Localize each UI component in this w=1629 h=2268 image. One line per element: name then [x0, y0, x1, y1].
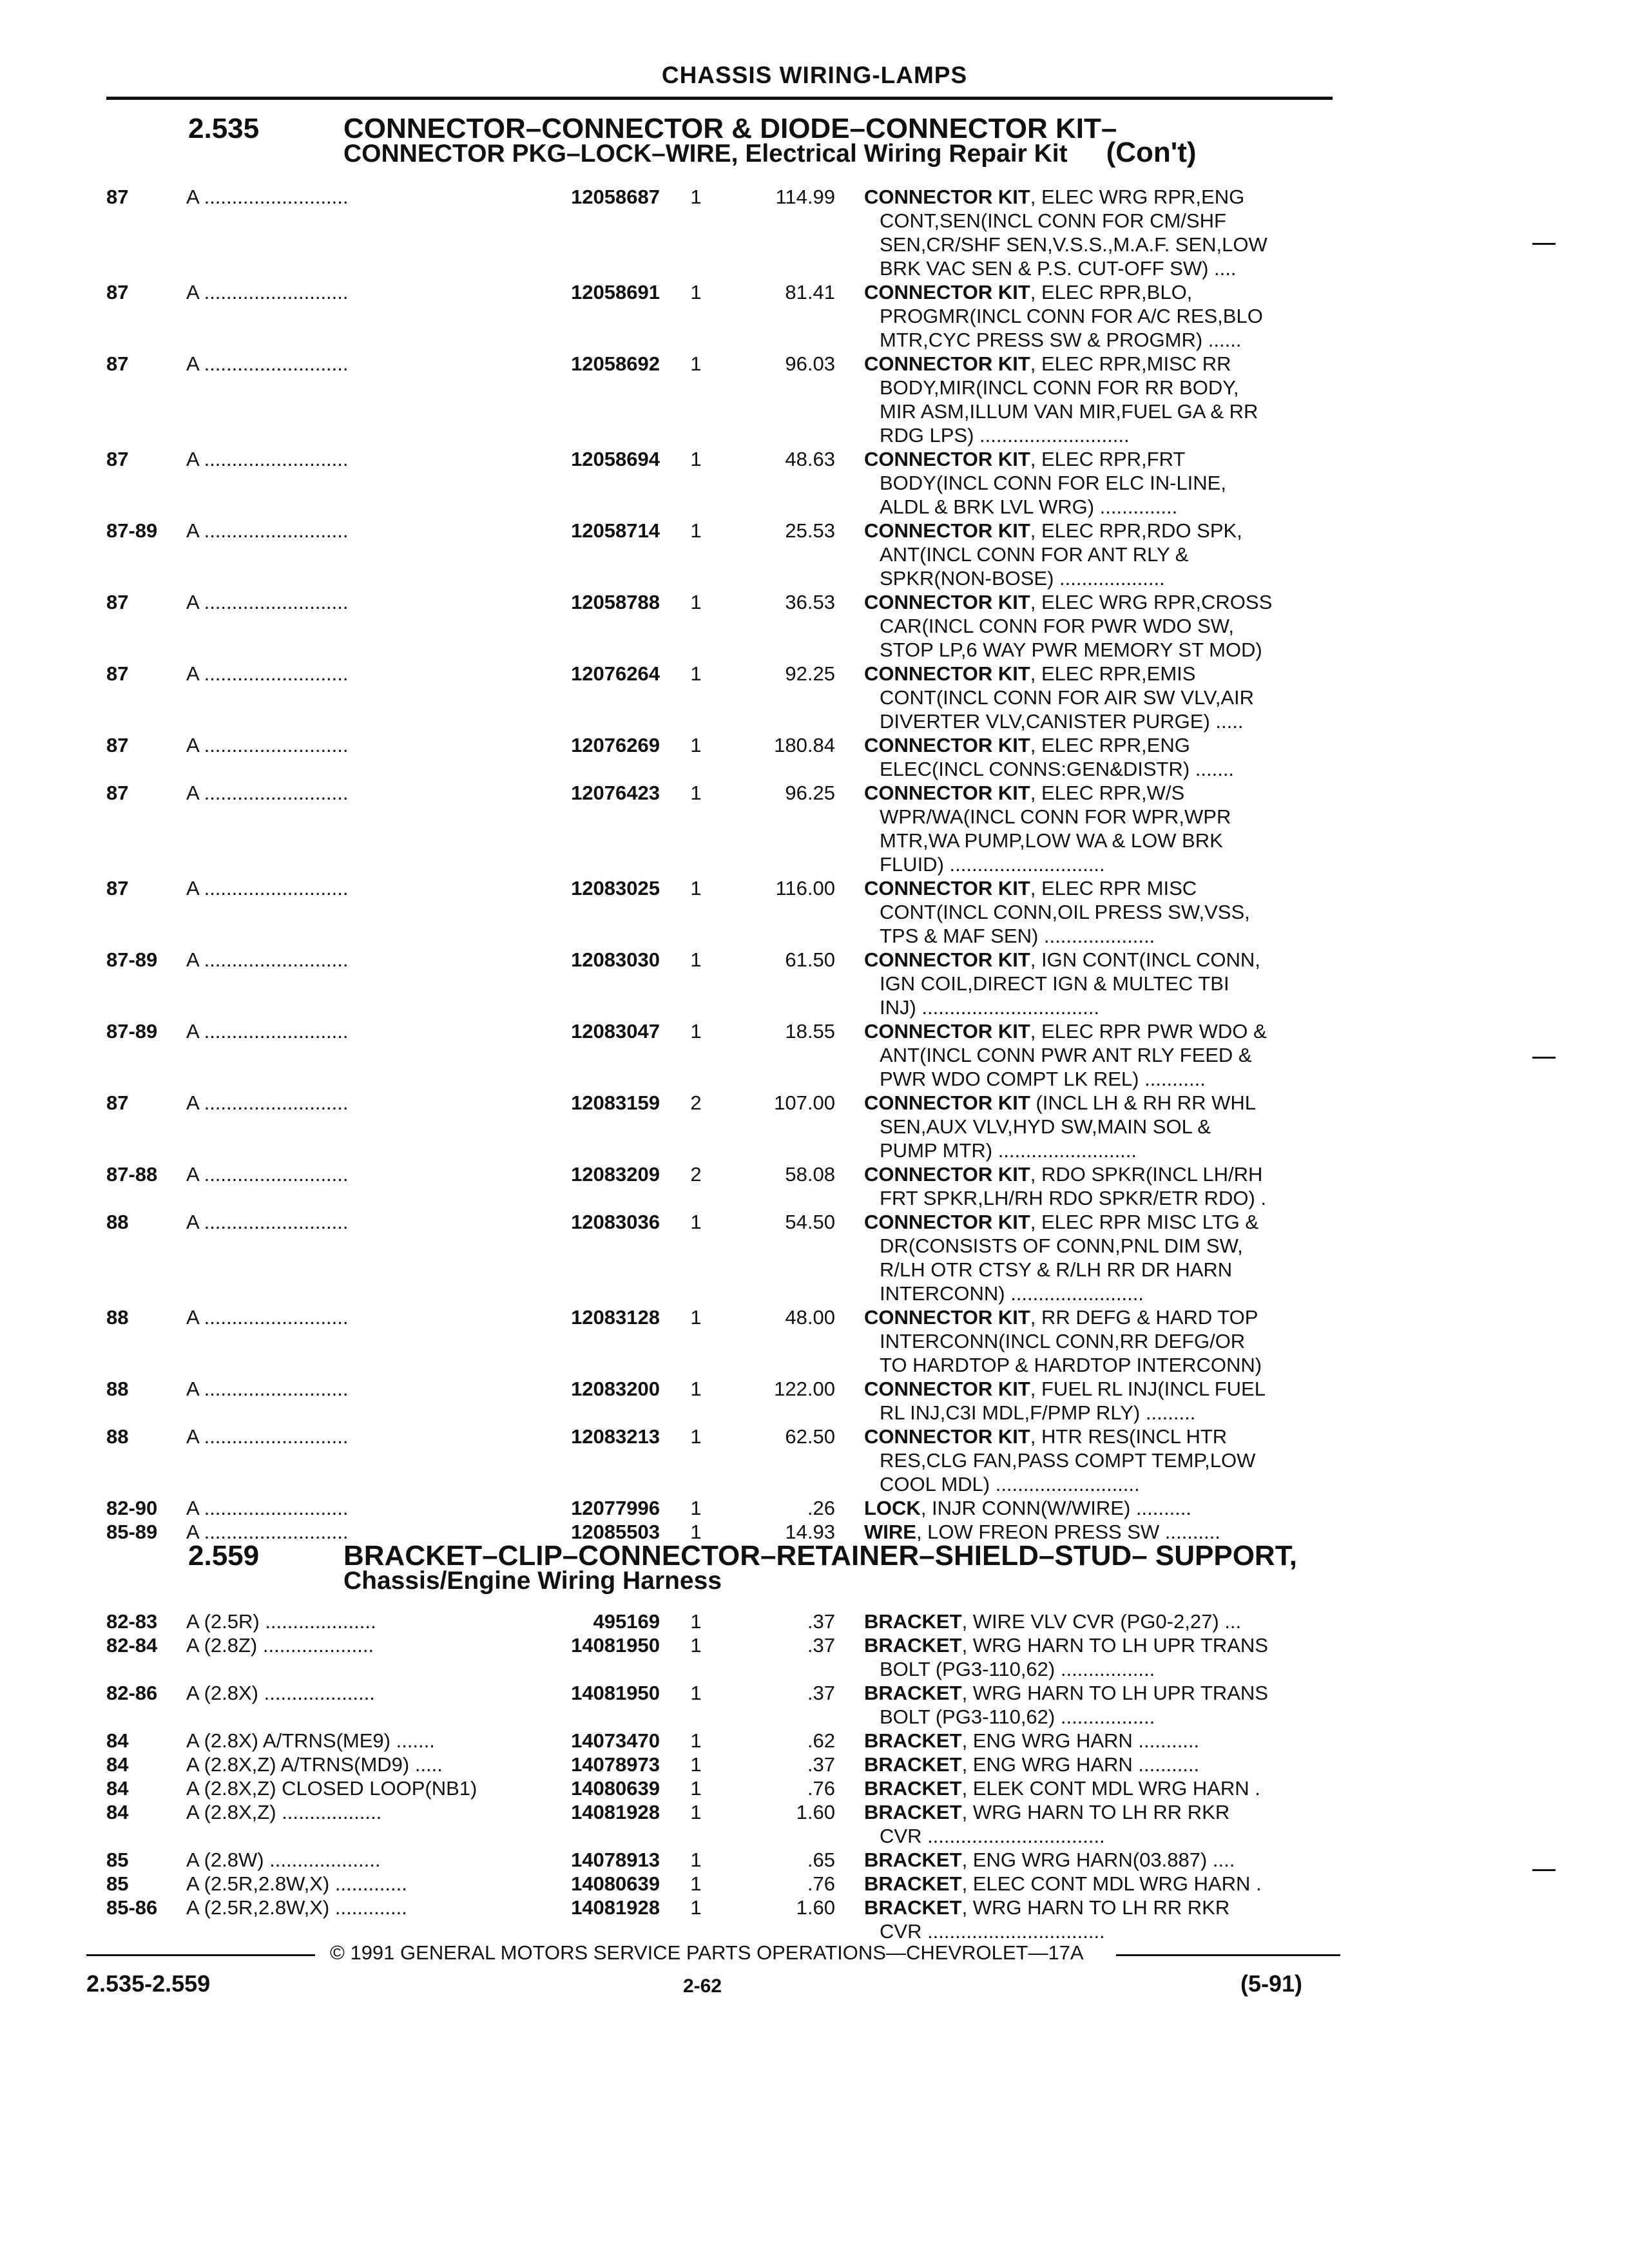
description-line: CONNECTOR KIT, ELEC RPR MISC [864, 877, 1197, 899]
quantity: 2 [690, 1091, 702, 1114]
description-line: INJ) ................................ [880, 996, 1100, 1019]
part-description [864, 948, 1328, 1019]
description-line: BRACKET, WRG HARN TO LH RR RKR [864, 1801, 1230, 1823]
price: .65 [807, 1849, 835, 1871]
footer-date: (5-91) [1240, 1970, 1303, 1997]
price: 48.00 [785, 1306, 835, 1329]
part-description [864, 590, 1328, 662]
description-line: CVR ................................ [880, 1920, 1105, 1943]
part-number: 12076269 [571, 734, 660, 756]
description-line: RL INJ,C3I MDL,F/PMP RLY) ......... [880, 1401, 1196, 1424]
model-year: 87 [106, 281, 129, 303]
part-number: 12083213 [571, 1425, 660, 1448]
part-description [864, 352, 1328, 447]
model-year: 84 [106, 1777, 129, 1800]
model-year: 84 [106, 1753, 129, 1776]
price: 1.60 [796, 1801, 835, 1823]
description-line: RES,CLG FAN,PASS COMPT TEMP,LOW [880, 1449, 1256, 1472]
quantity: 1 [690, 734, 702, 756]
price: 81.41 [785, 281, 835, 303]
price: 96.03 [785, 352, 835, 375]
description-line: CONNECTOR KIT, ELEC RPR,ENG [864, 734, 1190, 756]
footer-rule-right [1116, 1954, 1340, 1956]
section-number: 2.559 [188, 1540, 260, 1571]
description-line: SEN,CR/SHF SEN,V.S.S.,M.A.F. SEN,LOW [880, 233, 1268, 256]
usage-code: A (2.8X) A/TRNS(ME9) ....... [186, 1729, 435, 1752]
price: 14.93 [785, 1521, 835, 1543]
quantity: 1 [690, 1801, 702, 1823]
quantity: 1 [690, 1634, 702, 1657]
usage-code: A .......................... [186, 1163, 349, 1186]
quantity: 1 [690, 448, 702, 470]
price: .37 [807, 1610, 835, 1633]
part-description [864, 1305, 1328, 1377]
usage-code: A (2.5R,2.8W,X) ............. [186, 1872, 407, 1895]
usage-code: A (2.8W) .................... [186, 1849, 381, 1871]
description-line: CONT(INCL CONN FOR AIR SW VLV,AIR [880, 686, 1255, 709]
quantity: 1 [690, 1872, 702, 1895]
part-description [864, 1753, 1328, 1776]
footer-range: 2.535-2.559 [86, 1970, 211, 1997]
description-line: RDG LPS) ........................... [880, 424, 1130, 447]
description-line: CONT,SEN(INCL CONN FOR CM/SHF [880, 209, 1226, 232]
part-description [864, 1681, 1328, 1729]
continued-label: (Con't) [1106, 137, 1197, 168]
part-description [864, 185, 1328, 280]
description-line: CONNECTOR KIT, RDO SPKR(INCL LH/RH [864, 1163, 1263, 1186]
quantity: 1 [690, 948, 702, 971]
section-title-line1: CONNECTOR–CONNECTOR & DIODE–CONNECTOR KIT– [343, 113, 1117, 144]
part-number: 12058692 [571, 352, 660, 375]
section-title-line2: CONNECTOR PKG–LOCK–WIRE, Electrical Wiring Repair Kit (Con't) [343, 137, 1197, 168]
price: 54.50 [785, 1211, 835, 1233]
description-line: CONT(INCL CONN,OIL PRESS SW,VSS, [880, 901, 1250, 923]
usage-code: A (2.5R,2.8W,X) ............. [186, 1896, 407, 1919]
model-year: 88 [106, 1306, 129, 1329]
description-line: BRACKET, ENG WRG HARN ........... [864, 1729, 1200, 1752]
description-line: BRACKET, WRG HARN TO LH UPR TRANS [864, 1682, 1268, 1704]
quantity: 1 [690, 1521, 702, 1543]
price: 96.25 [785, 782, 835, 804]
description-line: COOL MDL) .......................... [880, 1473, 1140, 1495]
description-line: BRACKET, WRG HARN TO LH RR RKR [864, 1896, 1230, 1919]
price: .26 [807, 1497, 835, 1519]
price: 48.63 [785, 448, 835, 470]
description-line: ALDL & BRK LVL WRG) .............. [880, 495, 1178, 518]
model-year: 84 [106, 1729, 129, 1752]
description-line: MTR,CYC PRESS SW & PROGMR) ...... [880, 329, 1242, 351]
part-number: 12083200 [571, 1378, 660, 1400]
part-number: 12058694 [571, 448, 660, 470]
price: 58.08 [785, 1163, 835, 1186]
quantity: 1 [690, 877, 702, 899]
description-line: BRACKET, ELEK CONT MDL WRG HARN . [864, 1777, 1260, 1800]
usage-code: A (2.5R) .................... [186, 1610, 376, 1633]
usage-code: A (2.8X) .................... [186, 1682, 375, 1704]
part-description [864, 280, 1328, 352]
description-line: MTR,WA PUMP,LOW WA & LOW BRK [880, 829, 1223, 852]
price: 116.00 [775, 877, 835, 899]
model-year: 87 [106, 1091, 129, 1114]
model-year: 88 [106, 1425, 129, 1448]
price: .76 [807, 1872, 835, 1895]
part-description [864, 1633, 1328, 1681]
margin-tick [1532, 1057, 1556, 1059]
description-line: TPS & MAF SEN) .................... [880, 925, 1155, 947]
usage-code: A (2.8X,Z) A/TRNS(MD9) ..... [186, 1753, 443, 1776]
description-line: CONNECTOR KIT, ELEC RPR,FRT [864, 448, 1186, 470]
model-year: 82-86 [106, 1682, 158, 1704]
footer-rule-left [86, 1954, 315, 1956]
model-year: 87 [106, 662, 129, 685]
description-line: ANT(INCL CONN PWR ANT RLY FEED & [880, 1044, 1252, 1066]
part-description [864, 781, 1328, 876]
description-line: BODY,MIR(INCL CONN FOR RR BODY, [880, 376, 1239, 399]
description-line: CONNECTOR KIT, IGN CONT(INCL CONN, [864, 948, 1260, 971]
model-year: 87 [106, 186, 129, 208]
usage-code: A (2.8Z) .................... [186, 1634, 374, 1657]
usage-code: A .......................... [186, 734, 349, 756]
description-line: LOCK, INJR CONN(W/WIRE) .......... [864, 1497, 1192, 1519]
usage-code: A .......................... [186, 662, 349, 685]
description-line: ELEC(INCL CONNS:GEN&DISTR) ....... [880, 758, 1235, 780]
description-line: BRACKET, ENG WRG HARN(03.887) .... [864, 1849, 1235, 1871]
part-number: 12083128 [571, 1306, 660, 1329]
description-line: R/LH OTR CTSY & R/LH RR DR HARN [880, 1258, 1233, 1281]
description-line: TO HARDTOP & HARDTOP INTERCONN) [880, 1354, 1262, 1376]
quantity: 1 [690, 1425, 702, 1448]
usage-code: A .......................... [186, 352, 349, 375]
description-line: CONNECTOR KIT, ELEC WRG RPR,CROSS [864, 591, 1273, 613]
quantity: 1 [690, 782, 702, 804]
model-year: 87-89 [106, 519, 158, 542]
model-year: 82-83 [106, 1610, 158, 1633]
description-line: CONNECTOR KIT, ELEC RPR,RDO SPK, [864, 519, 1242, 542]
part-number: 14081928 [571, 1801, 660, 1823]
part-description [864, 1872, 1328, 1896]
price: 61.50 [785, 948, 835, 971]
description-line: CONNECTOR KIT, ELEC RPR,MISC RR [864, 352, 1231, 375]
usage-code: A .......................... [186, 591, 349, 613]
description-line: INTERCONN) ........................ [880, 1282, 1144, 1305]
part-number: 12085503 [571, 1521, 660, 1543]
description-line: CAR(INCL CONN FOR PWR WDO SW, [880, 615, 1234, 637]
part-description [864, 1496, 1328, 1520]
part-number: 495169 [593, 1610, 660, 1633]
usage-code: A .......................... [186, 1306, 349, 1329]
description-line: CONNECTOR KIT, ELEC RPR PWR WDO & [864, 1020, 1267, 1043]
margin-tick [1532, 243, 1556, 245]
page-header: CHASSIS WIRING-LAMPS [661, 62, 968, 88]
usage-code: A (2.8X,Z) .................. [186, 1801, 382, 1823]
price: 114.99 [775, 186, 835, 208]
part-number: 12077996 [571, 1497, 660, 1519]
description-line: CONNECTOR KIT, ELEC RPR,W/S [864, 782, 1185, 804]
usage-code: A .......................... [186, 1497, 349, 1519]
section-title-line2: Chassis/Engine Wiring Harness [343, 1567, 722, 1595]
description-line: CONNECTOR KIT, FUEL RL INJ(INCL FUEL [864, 1378, 1266, 1400]
model-year: 87 [106, 448, 129, 470]
quantity: 1 [690, 1306, 702, 1329]
price: .62 [807, 1729, 835, 1752]
part-description [864, 662, 1328, 733]
part-number: 12083159 [571, 1091, 660, 1114]
part-number: 14080639 [571, 1872, 660, 1895]
part-description [864, 1377, 1328, 1425]
description-line: BRACKET, ELEC CONT MDL WRG HARN . [864, 1872, 1262, 1895]
quantity: 2 [690, 1163, 702, 1186]
price: 107.00 [774, 1091, 835, 1114]
description-line: PWR WDO COMPT LK REL) ........... [880, 1068, 1206, 1090]
description-line: CONNECTOR KIT, ELEC RPR,EMIS [864, 662, 1196, 685]
part-number: 12058687 [571, 186, 660, 208]
quantity: 1 [690, 662, 702, 685]
usage-code: A .......................... [186, 186, 349, 208]
description-line: CONNECTOR KIT, RR DEFG & HARD TOP [864, 1306, 1258, 1329]
usage-code: A .......................... [186, 1020, 349, 1043]
description-line: FRT SPKR,LH/RH RDO SPKR/ETR RDO) . [880, 1187, 1266, 1209]
part-description [864, 1162, 1328, 1210]
quantity: 1 [690, 1682, 702, 1704]
part-description [864, 1610, 1328, 1633]
footer-page-number: 2-62 [683, 1975, 722, 1997]
quantity: 1 [690, 1610, 702, 1633]
quantity: 1 [690, 1753, 702, 1776]
part-number: 12058714 [571, 519, 660, 542]
model-year: 85-89 [106, 1521, 158, 1543]
usage-code: A .......................... [186, 1425, 349, 1448]
usage-code: A .......................... [186, 519, 349, 542]
quantity: 1 [690, 1729, 702, 1752]
description-line: BRK VAC SEN & P.S. CUT-OFF SW) .... [880, 257, 1237, 280]
part-number: 14078913 [571, 1849, 660, 1871]
part-number: 12076423 [571, 782, 660, 804]
footer-copyright: © 1991 GENERAL MOTORS SERVICE PARTS OPERATIONS—CHEVROLET—17A [330, 1941, 1084, 1964]
quantity: 1 [690, 1849, 702, 1871]
usage-code: A (2.8X,Z) CLOSED LOOP(NB1) [186, 1777, 477, 1800]
part-number: 14078973 [571, 1753, 660, 1776]
model-year: 87-89 [106, 948, 158, 971]
model-year: 88 [106, 1211, 129, 1233]
quantity: 1 [690, 186, 702, 208]
header-rule [106, 97, 1333, 100]
part-description [864, 1091, 1328, 1162]
description-line: ANT(INCL CONN FOR ANT RLY & [880, 543, 1189, 566]
model-year: 84 [106, 1801, 129, 1823]
description-line: BODY(INCL CONN FOR ELC IN-LINE, [880, 472, 1226, 494]
description-line: STOP LP,6 WAY PWR MEMORY ST MOD) [880, 639, 1262, 661]
quantity: 1 [690, 591, 702, 613]
usage-code: A .......................... [186, 448, 349, 470]
price: .37 [807, 1753, 835, 1776]
part-number: 14081950 [571, 1634, 660, 1657]
price: .37 [807, 1682, 835, 1704]
description-line: DR(CONSISTS OF CONN,PNL DIM SW, [880, 1235, 1243, 1257]
description-line: BRACKET, WRG HARN TO LH UPR TRANS [864, 1634, 1268, 1657]
part-number: 12083025 [571, 877, 660, 899]
model-year: 87 [106, 877, 129, 899]
part-number: 12083036 [571, 1211, 660, 1233]
description-line: WIRE, LOW FREON PRESS SW .......... [864, 1521, 1220, 1543]
quantity: 1 [690, 1777, 702, 1800]
price: 62.50 [785, 1425, 835, 1448]
part-number: 12083047 [571, 1020, 660, 1043]
margin-tick [1532, 1869, 1556, 1871]
part-number: 14073470 [571, 1729, 660, 1752]
description-line: CONNECTOR KIT, HTR RES(INCL HTR [864, 1425, 1228, 1448]
description-line: SEN,AUX VLV,HYD SW,MAIN SOL & [880, 1115, 1211, 1138]
part-description [864, 447, 1328, 519]
model-year: 87 [106, 734, 129, 756]
section-title-line1: BRACKET–CLIP–CONNECTOR–RETAINER–SHIELD–STUD– SUPPORT, [343, 1540, 1297, 1571]
price: 92.25 [785, 662, 835, 685]
price: 25.53 [785, 519, 835, 542]
part-description [864, 1800, 1328, 1848]
part-description [864, 519, 1328, 590]
description-line: MIR ASM,ILLUM VAN MIR,FUEL GA & RR [880, 400, 1258, 423]
usage-code: A .......................... [186, 948, 349, 971]
model-year: 87 [106, 591, 129, 613]
model-year: 85 [106, 1872, 129, 1895]
quantity: 1 [690, 1378, 702, 1400]
part-description [864, 1210, 1328, 1305]
price: 36.53 [785, 591, 835, 613]
description-line: DIVERTER VLV,CANISTER PURGE) ..... [880, 710, 1244, 733]
model-year: 87 [106, 782, 129, 804]
model-year: 82-90 [106, 1497, 158, 1519]
part-number: 14080639 [571, 1777, 660, 1800]
model-year: 87-88 [106, 1163, 158, 1186]
model-year: 88 [106, 1378, 129, 1400]
description-line: CONNECTOR KIT, ELEC WRG RPR,ENG [864, 186, 1245, 208]
price: .37 [807, 1634, 835, 1657]
section-number: 2.535 [188, 113, 260, 144]
part-description [864, 876, 1328, 948]
quantity: 1 [690, 1211, 702, 1233]
price: .76 [807, 1777, 835, 1800]
part-description [864, 1848, 1328, 1872]
description-line: CONNECTOR KIT (INCL LH & RH RR WHL [864, 1091, 1256, 1114]
part-number: 14081928 [571, 1896, 660, 1919]
quantity: 1 [690, 281, 702, 303]
part-number: 12083209 [571, 1163, 660, 1186]
quantity: 1 [690, 352, 702, 375]
description-line: CVR ................................ [880, 1825, 1105, 1847]
part-description [864, 733, 1328, 781]
description-line: CONNECTOR KIT, ELEC RPR MISC LTG & [864, 1211, 1259, 1233]
description-line: CONNECTOR KIT, ELEC RPR,BLO, [864, 281, 1193, 303]
usage-code: A .......................... [186, 281, 349, 303]
price: 180.84 [774, 734, 835, 756]
description-line: IGN COIL,DIRECT IGN & MULTEC TBI [880, 972, 1229, 995]
part-description [864, 1019, 1328, 1091]
description-line: BRACKET, ENG WRG HARN ........... [864, 1753, 1200, 1776]
usage-code: A .......................... [186, 1211, 349, 1233]
part-number: 14081950 [571, 1682, 660, 1704]
quantity: 1 [690, 1020, 702, 1043]
model-year: 87 [106, 352, 129, 375]
model-year: 82-84 [106, 1634, 158, 1657]
quantity: 1 [690, 1497, 702, 1519]
price: 122.00 [774, 1378, 835, 1400]
part-description [864, 1776, 1328, 1800]
quantity: 1 [690, 1896, 702, 1919]
model-year: 85-86 [106, 1896, 158, 1919]
description-line: BOLT (PG3-110,62) ................. [880, 1658, 1155, 1680]
part-number: 12058691 [571, 281, 660, 303]
part-number: 12083030 [571, 948, 660, 971]
description-line: BRACKET, WIRE VLV CVR (PG0-2,27) ... [864, 1610, 1242, 1633]
quantity: 1 [690, 519, 702, 542]
usage-code: A .......................... [186, 1091, 349, 1114]
usage-code: A .......................... [186, 1378, 349, 1400]
model-year: 85 [106, 1849, 129, 1871]
description-line: PROGMR(INCL CONN FOR A/C RES,BLO [880, 305, 1263, 327]
description-line: WPR/WA(INCL CONN FOR WPR,WPR [880, 805, 1231, 828]
price: 18.55 [785, 1020, 835, 1043]
usage-code: A .......................... [186, 1521, 349, 1543]
description-line: FLUID) ............................ [880, 853, 1105, 876]
description-line: PUMP MTR) ......................... [880, 1139, 1137, 1162]
usage-code: A .......................... [186, 877, 349, 899]
description-line: SPKR(NON-BOSE) ................... [880, 567, 1165, 590]
part-description [864, 1425, 1328, 1496]
description-line: BOLT (PG3-110,62) ................. [880, 1706, 1155, 1728]
part-description [864, 1729, 1328, 1753]
usage-code: A .......................... [186, 782, 349, 804]
model-year: 87-89 [106, 1020, 158, 1043]
description-line: INTERCONN(INCL CONN,RR DEFG/OR [880, 1330, 1246, 1352]
part-number: 12058788 [571, 591, 660, 613]
part-description [864, 1896, 1328, 1943]
part-number: 12076264 [571, 662, 660, 685]
price: 1.60 [796, 1896, 835, 1919]
